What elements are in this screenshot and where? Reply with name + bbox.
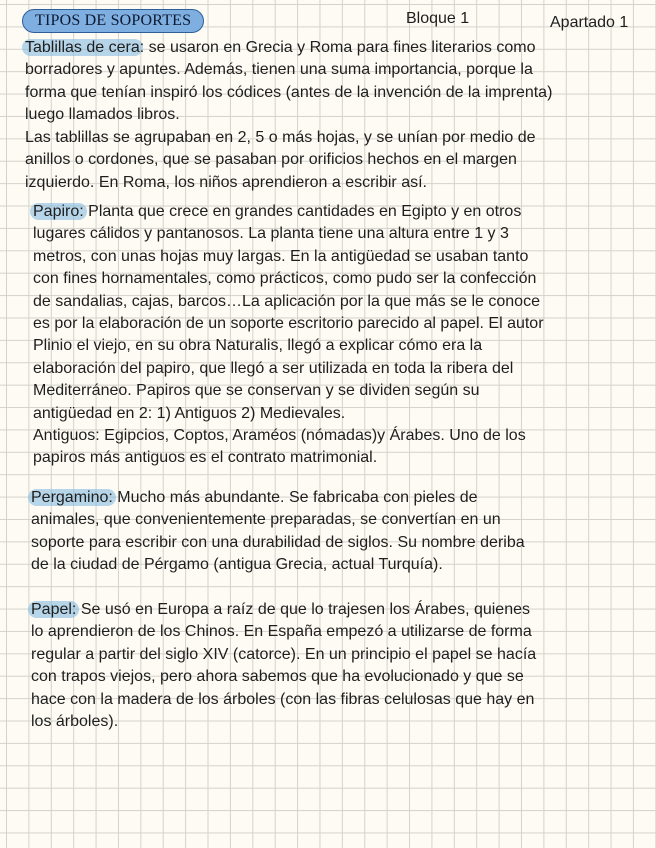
papiro-paragraph [33,201,653,425]
pergamino-paragraph [31,487,651,577]
tablillas-text: : se usaron en Grecia y Roma para fines literarios como borradores y apuntes. Además, tienen una suma importancia, porque la forma que tenían inspiró los códices (antes de la invención de la imprenta) luego llamados libros. [25,39,553,124]
page-header [0,8,656,34]
papel-term: Papel: [28,601,79,618]
tablillas-term: Tablillas de cera [22,39,143,56]
papiro-paragraph-2: Antiguos: Egipcios, Coptos, Araméos (nómadas)y Árabes. Uno de los papiros más antiguos es el contrato matrimonial. [33,427,526,467]
page-title: TIPOS DE SOPORTES [22,9,204,33]
tablillas-paragraph [25,37,655,127]
pergamino-term: Pergamino: [28,489,116,506]
pergamino-text: Mucho más abundante. Se fabricaba con pieles de animales, que convenientemente preparadas, se convertían en un soporte para escribir con una durabilidad de siglos. Su nombre deriba de la ciudad de Pérgamo (antigua Grecia, actual Turquía). [31,489,525,574]
papel-paragraph [31,599,651,733]
apartado-label: Apartado 1 [550,14,629,31]
tablillas-paragraph-2: Las tablillas se agrupaban en 2, 5 o más hojas, y se unían por medio de anillos o cordones, que se pasaban por orificios hechos en el margen izquierdo. En Roma, los niños aprendieron a escribir así. [25,129,536,191]
papel-text: Se usó en Europa a raíz de que lo trajesen los Árabes, quienes lo aprendieron de los Chinos. En España empezó a utilizarse de forma regular a partir del siglo XIV (catorce). En un principio el papel se hacía con trapos viejos, pero ahora sabemos que ha evolucionado y que se hace con la madera de los árboles (con las fibras celulosas que hay en los árboles). [31,601,537,731]
bloque-label: Bloque 1 [406,10,470,27]
papiro-text: Planta que crece en grandes cantidades en Egipto y en otros lugares cálidos y pantanosos. La planta tiene una altura entre 1 y 3 metros, con unas hojas muy largas. En la antigüedad se usaban tanto con fines hornamentales, como prácticos, como pudo ser la confección de sandalias, cajas, barcos…La aplicación por la que más se le conoce es por la elaboración de un soporte escritorio parecido al papel. El autor Plinio el viejo, en su obra Naturalis, llegó a explicar cómo era la elaboración del papiro, que llegó a ser utilizada en toda la ribera del Mediterráneo. Papiros que se conservan y se dividen según su antigüedad en 2: 1) Antiguos 2) Medievales. [33,203,544,422]
papiro-term: Papiro: [30,203,87,220]
